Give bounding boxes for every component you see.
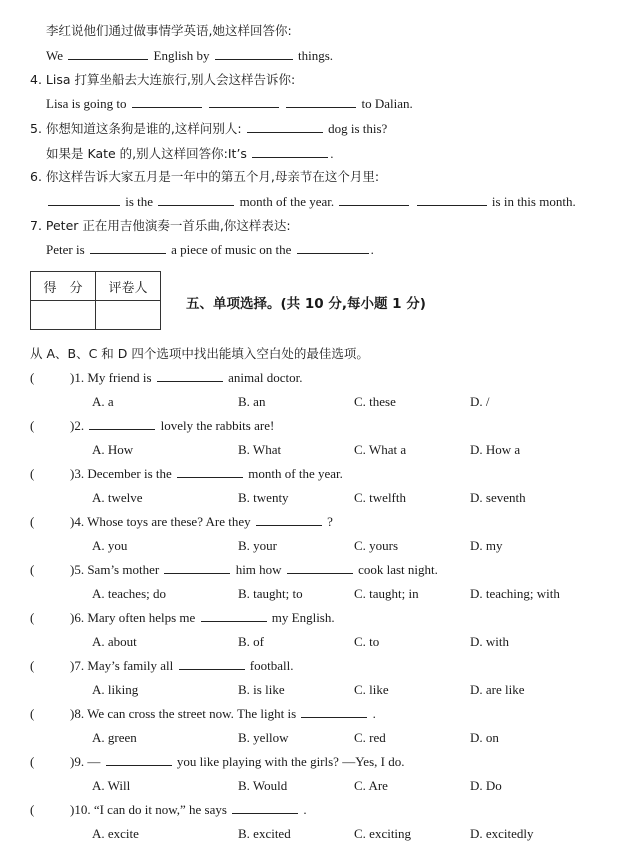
blank-field[interactable] — [256, 513, 322, 526]
blank-field[interactable] — [157, 369, 223, 382]
answer-option[interactable]: C. these — [354, 394, 396, 409]
question-stem: him how — [235, 562, 282, 577]
question-stem: )2. — [70, 418, 85, 433]
answer-line — [46, 95, 413, 113]
blank-field[interactable] — [177, 465, 243, 478]
answer-paren[interactable]: ( — [30, 802, 35, 817]
blank-field[interactable] — [90, 241, 166, 254]
blank-field[interactable] — [252, 145, 328, 158]
answer-option[interactable]: B. Would — [238, 778, 288, 793]
blank-field[interactable] — [132, 95, 202, 108]
question-stem: )1. My friend is — [70, 370, 152, 385]
question-row — [30, 369, 302, 387]
answer-paren[interactable]: ( — [30, 610, 35, 625]
answer-option[interactable]: D. How a — [470, 442, 521, 457]
grader-cell[interactable] — [96, 301, 161, 330]
text: is in this month. — [491, 194, 576, 209]
answer-option[interactable]: A. about — [92, 634, 137, 649]
answer-option[interactable]: C. What a — [354, 442, 407, 457]
question-stem: )6. Mary often helps me — [70, 610, 196, 625]
answer-option[interactable]: D. / — [470, 394, 490, 409]
answer-paren[interactable]: ( — [30, 658, 35, 673]
blank-field[interactable] — [179, 657, 245, 670]
question-stem: animal doctor. — [228, 370, 303, 385]
answer-option[interactable]: B. What — [238, 442, 282, 457]
question-4: 4. Lisa 打算坐船去大连旅行,别人会这样告诉你: — [30, 72, 296, 87]
text: . — [370, 242, 374, 257]
answer-paren[interactable]: ( — [30, 370, 35, 385]
answer-option[interactable]: C. taught; in — [354, 586, 419, 601]
answer-paren[interactable]: ( — [30, 754, 35, 769]
answer-option[interactable]: C. red — [354, 730, 386, 745]
blank-field[interactable] — [417, 193, 487, 206]
blank-field[interactable] — [48, 193, 120, 206]
blank-field[interactable] — [215, 47, 293, 60]
answer-option[interactable]: B. twenty — [238, 490, 289, 505]
blank-field[interactable] — [286, 95, 356, 108]
blank-field[interactable] — [164, 561, 230, 574]
question-stem: my English. — [271, 610, 335, 625]
score-cell[interactable] — [31, 301, 96, 330]
text: 如果是 Kate 的,别人这样回答你:It’s — [46, 146, 247, 161]
answer-option[interactable]: A. Will — [92, 778, 131, 793]
answer-option[interactable]: D. my — [470, 538, 503, 553]
question-row — [30, 657, 293, 675]
answer-option[interactable]: A. a — [92, 394, 114, 409]
blank-field[interactable] — [201, 609, 267, 622]
section-instruction: 从 A、B、C 和 D 四个选项中找出能填入空白处的最佳选项。 — [30, 346, 369, 361]
question-row — [30, 801, 307, 819]
text: 5. 你想知道这条狗是谁的,这样问别人: — [30, 121, 242, 136]
text: Lisa is going to — [46, 96, 127, 111]
answer-paren[interactable]: ( — [30, 466, 35, 481]
answer-line — [46, 145, 333, 163]
question-stem: football. — [249, 658, 294, 673]
answer-option[interactable]: D. are like — [470, 682, 525, 697]
answer-option[interactable]: C. to — [354, 634, 380, 649]
answer-paren[interactable]: ( — [30, 562, 35, 577]
score-header: 得 分 — [31, 272, 96, 301]
answer-option[interactable]: B. yellow — [238, 730, 289, 745]
text: things. — [297, 48, 334, 63]
text: is the — [125, 194, 154, 209]
text: . — [330, 146, 334, 161]
text: month of the year. — [239, 194, 335, 209]
answer-option[interactable]: B. an — [238, 394, 266, 409]
text: English by — [153, 48, 210, 63]
answer-option[interactable]: D. on — [470, 730, 499, 745]
answer-option[interactable]: A. How — [92, 442, 134, 457]
question-stem: you like playing with the girls? —Yes, I do. — [176, 754, 405, 769]
text: dog is this? — [328, 121, 388, 136]
question-stem: . — [372, 706, 376, 721]
question-row — [30, 561, 438, 579]
answer-option[interactable]: A. teaches; do — [92, 586, 167, 601]
blank-field[interactable] — [301, 705, 367, 718]
section-title: 五、单项选择。(共 10 分,每小题 1 分) — [186, 296, 426, 312]
answer-line — [46, 193, 576, 211]
blank-field[interactable] — [247, 120, 323, 133]
question-row — [30, 705, 376, 723]
question-stem: )4. Whose toys are these? Are they — [70, 514, 251, 529]
blank-field[interactable] — [287, 561, 353, 574]
question-stem: )9. — — [70, 754, 101, 769]
answer-option[interactable]: B. is like — [238, 682, 285, 697]
answer-line — [46, 47, 333, 65]
blank-field[interactable] — [158, 193, 234, 206]
answer-paren[interactable]: ( — [30, 706, 35, 721]
question-stem: )5. Sam’s mother — [70, 562, 160, 577]
question-stem: month of the year. — [248, 466, 343, 481]
answer-option[interactable]: C. twelfth — [354, 490, 406, 505]
answer-option[interactable]: C. exciting — [354, 826, 412, 841]
answer-option[interactable]: A. green — [92, 730, 137, 745]
blank-field[interactable] — [297, 241, 369, 254]
answer-option[interactable]: A. liking — [92, 682, 139, 697]
answer-option[interactable]: B. of — [238, 634, 264, 649]
blank-field[interactable] — [209, 95, 279, 108]
text: We — [46, 48, 63, 63]
question-row — [30, 753, 404, 771]
blank-field[interactable] — [89, 417, 155, 430]
question-stem: )8. We can cross the street now. The light is — [70, 706, 297, 721]
answer-option[interactable]: A. twelve — [92, 490, 143, 505]
answer-option[interactable]: A. excite — [92, 826, 139, 841]
question-row — [30, 609, 335, 627]
blank-field[interactable] — [339, 193, 409, 206]
prompt-line: 李红说他们通过做事情学英语,她这样回答你: — [46, 23, 292, 38]
answer-option[interactable]: D. Do — [470, 778, 502, 793]
answer-option[interactable]: C. like — [354, 682, 389, 697]
answer-option[interactable]: B. taught; to — [238, 586, 303, 601]
question-row — [30, 465, 343, 483]
answer-paren[interactable]: ( — [30, 514, 35, 529]
answer-paren[interactable]: ( — [30, 418, 35, 433]
answer-option[interactable]: A. you — [92, 538, 128, 553]
answer-line — [46, 241, 374, 259]
question-7: 7. Peter 正在用吉他演奏一首乐曲,你这样表达: — [30, 218, 291, 233]
question-stem: )10. “I can do it now,” he says — [70, 802, 227, 817]
question-5 — [30, 120, 387, 138]
blank-field[interactable] — [106, 753, 172, 766]
grader-header: 评卷人 — [96, 272, 161, 301]
question-stem: ? — [327, 514, 333, 529]
answer-option[interactable]: D. seventh — [470, 490, 526, 505]
question-row — [30, 417, 274, 435]
question-stem: . — [303, 802, 307, 817]
question-row — [30, 513, 333, 531]
question-stem: cook last night. — [358, 562, 438, 577]
question-stem: )7. May’s family all — [70, 658, 174, 673]
answer-option[interactable]: D. teaching; with — [470, 586, 560, 601]
answer-option[interactable]: B. excited — [238, 826, 291, 841]
text: to Dalian. — [361, 96, 413, 111]
blank-field[interactable] — [232, 801, 298, 814]
question-6: 6. 你这样告诉大家五月是一年中的第五个月,母亲节在这个月里: — [30, 169, 380, 184]
question-stem: lovely the rabbits are! — [160, 418, 275, 433]
text: a piece of music on the — [171, 242, 292, 257]
blank-field[interactable] — [68, 47, 148, 60]
question-stem: )3. December is the — [70, 466, 172, 481]
score-table — [30, 271, 161, 330]
answer-option[interactable]: B. your — [238, 538, 277, 553]
answer-option[interactable]: D. with — [470, 634, 509, 649]
answer-option[interactable]: D. excitedly — [470, 826, 534, 841]
text: Peter is — [46, 242, 85, 257]
answer-option[interactable]: C. yours — [354, 538, 399, 553]
answer-option[interactable]: C. Are — [354, 778, 388, 793]
